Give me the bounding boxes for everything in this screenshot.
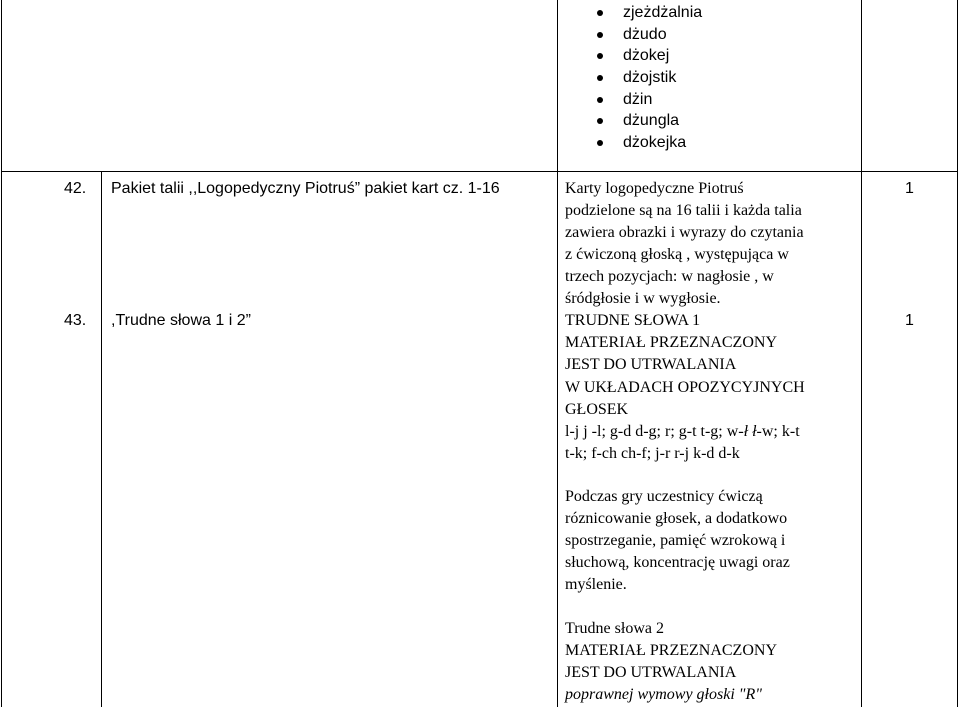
list-item: dżungla	[597, 110, 702, 132]
table-divider-title	[557, 0, 558, 707]
list-item: dżin	[597, 89, 702, 111]
row-43-quantity: 1	[905, 312, 914, 329]
table-divider-description	[861, 0, 862, 707]
list-item: dżudo	[597, 24, 702, 46]
table-border-right	[957, 0, 958, 707]
row-43-number: 43.	[64, 312, 87, 329]
list-item: dżokejka	[597, 132, 702, 154]
list-item: dżojstik	[597, 67, 702, 89]
table-row-separator	[1, 171, 958, 172]
table-border-left	[1, 0, 2, 707]
row-42-number: 42.	[64, 180, 87, 197]
word-list	[597, 2, 702, 154]
list-item: dżokej	[597, 45, 702, 67]
list-item: zjeżdżalnia	[597, 2, 702, 24]
table-divider-number	[101, 171, 102, 707]
row-42-quantity: 1	[905, 180, 914, 197]
row-43-title: ,Trudne słowa 1 i 2”	[111, 312, 251, 329]
row-42-title: Pakiet talii ,,Logopedyczny Piotruś” pakiet kart cz. 1-16	[111, 180, 500, 197]
